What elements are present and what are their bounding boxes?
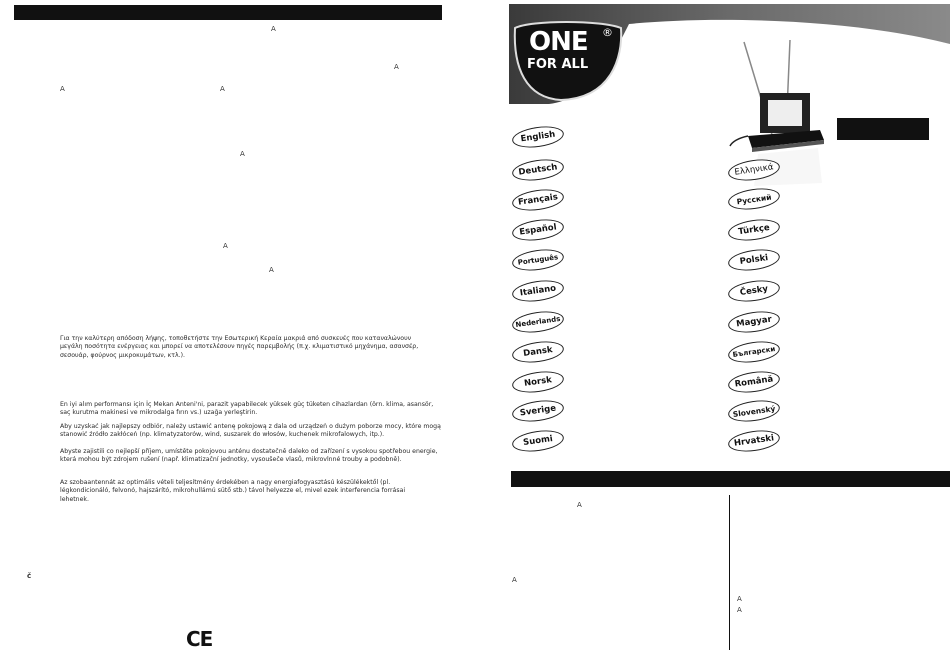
language-oval[interactable]: Slovenský	[727, 397, 781, 424]
stray-mark: A	[60, 85, 65, 93]
column-divider	[729, 495, 730, 650]
language-oval[interactable]: English	[511, 123, 565, 150]
language-oval[interactable]: Français	[511, 186, 565, 213]
hungarian-paragraph: Az szobaantennát az optimális vételi teljesítmény érdekében a nagy energiafogyasztású készülékektől (pl. légkondicionáló, felvonó, hajszárító, mikrohullámú sütő stb.) távol helyezze el, mivel ezek interferencia forrásai lehetnek.	[60, 479, 406, 503]
registered-mark: ®	[602, 26, 613, 39]
language-oval[interactable]: Português	[511, 246, 565, 273]
language-oval[interactable]: Suomi	[511, 427, 565, 454]
stray-mark: A	[737, 595, 742, 603]
czech-paragraph: Abyste zajistili co nejlepší příjem, umístěte pokojovou anténu dostatečně daleko od zařízení s vysokou spotřebou energie, která mohou být zdrojem rušení (např. klimatizační jednotky, vysoušeče vlasů, mikrovlnné trouby a podobně).	[60, 448, 438, 464]
stray-mark: A	[223, 242, 228, 250]
stray-mark: A	[240, 150, 245, 158]
turkish-paragraph: En iyi alım performansı için İç Mekan Anteni'ni, parazit yapabilecek yüksek güç tüketen cihazlardan (örn. klima, asansör, saç kurutma makinesi ve mikrodalga fırın vs.) uzağa yerleştirin.	[60, 401, 434, 417]
stray-mark: A	[271, 25, 276, 33]
stray-mark: A	[737, 606, 742, 614]
brand-top: ONE	[529, 27, 588, 57]
language-oval[interactable]: Română	[727, 368, 781, 395]
language-oval[interactable]: Русский	[727, 185, 781, 212]
language-oval[interactable]: Norsk	[511, 368, 565, 395]
ce-mark: CE	[186, 627, 213, 651]
language-oval[interactable]: Ελληνικά	[727, 156, 781, 183]
language-oval[interactable]: Magyar	[727, 308, 781, 335]
language-oval[interactable]: Hrvatski	[727, 427, 781, 454]
language-oval[interactable]: Sverige	[511, 397, 565, 424]
language-oval[interactable]: Español	[511, 216, 565, 243]
stray-mark: č	[27, 572, 32, 580]
left-header-bar	[14, 5, 442, 20]
stray-mark: A	[220, 85, 225, 93]
stray-mark: A	[394, 63, 399, 71]
greek-paragraph: Για την καλύτερη απόδοση λήψης, τοποθετήστε την Εσωτερική Κεραία μακριά από συσκευές που καταναλώνουν μεγάλη ποσότητα ενέργειας και μπορεί να αποτελέσουν πηγές παρεμβολής (π.χ. κλιματιστικό μηχάνημα, ασανσέρ, σεσουάρ, φούρνος μικροκυμάτων, κτλ.).	[60, 335, 419, 359]
language-oval[interactable]: Türkçe	[727, 216, 781, 243]
stray-mark: A	[577, 501, 582, 509]
language-oval[interactable]: Nederlands	[511, 308, 565, 335]
polish-paragraph: Aby uzyskać jak najlepszy odbiór, należy ustawić antenę pokojową z dala od urządzeń o dużym poborze mocy, które mogą stanowić źródło zakłóceń (np. klimatyzatorów, wind, suszarek do włosów, kuchenek mikrofalowych, itp.).	[60, 423, 441, 439]
stray-mark: A	[512, 576, 517, 584]
language-oval[interactable]: Polski	[727, 246, 781, 273]
brand-bottom: FOR ALL	[527, 57, 589, 72]
stray-mark: A	[269, 266, 274, 274]
language-oval[interactable]: Italiano	[511, 277, 565, 304]
language-oval[interactable]: Česky	[727, 277, 781, 304]
bottom-section-bar	[511, 471, 950, 487]
language-oval[interactable]: Dansk	[511, 338, 565, 365]
language-oval[interactable]: Deutsch	[511, 156, 565, 183]
title-block	[837, 118, 929, 140]
language-oval[interactable]: Български	[727, 338, 781, 365]
